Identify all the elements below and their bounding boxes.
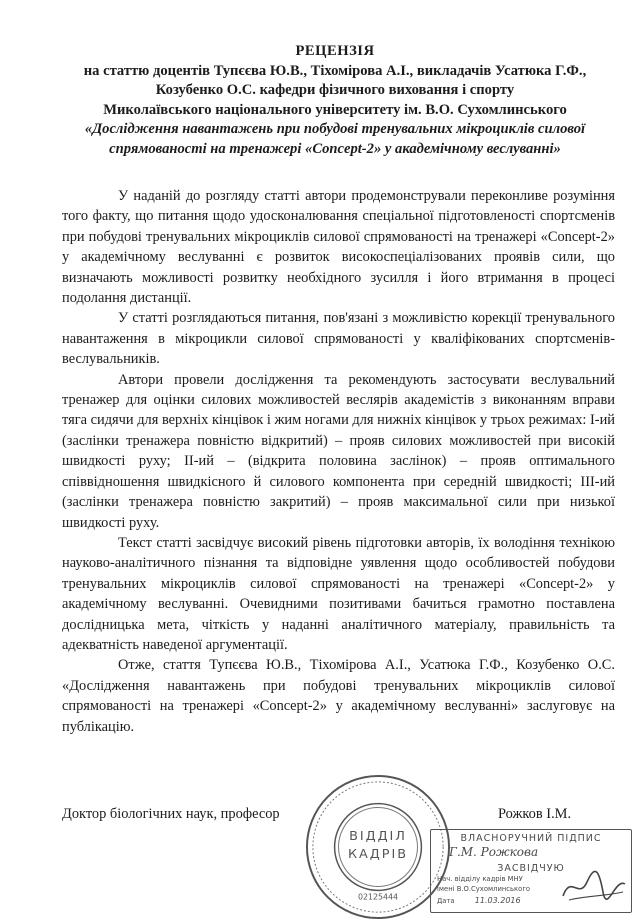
signatory-name: Рожков І.М.: [498, 806, 572, 822]
article-title-line: «Дослідження навантажень при побудові тренувальних мікроциклів силової: [84, 121, 586, 137]
stamp-date: 11.03.2016: [474, 896, 521, 905]
stamp-certify: ЗАСВІДЧУЮ: [497, 863, 565, 874]
paragraph: Автори провели дослідження та рекомендують застосувати веслувальний тренажер для оцінки силових можливостей веслярів академістів з виконанням вправи тяга сидячи для верхніх кінцівок і жим ногами для нижніх кінцівок у трьох режимах: І-ий (заслінки тренажера повністю відкритий) – прояв силових можливостей при високій швидкості руху; ІІ-ий – (відкрита половина заслінок) – прояв оптимального співвідношення швидкісного й силового компонента при середній швидкості; ІІІ-ий (заслінки тренажера повністю закритий) – прояв максимальної сили при низької швидкості руху.: [62, 371, 615, 531]
heading-line: Миколаївського національного університету ім. В.О. Сухомлинського: [103, 101, 567, 118]
heading-line: на статтю доцентів Тупєєва Ю.В., Тіхомірова А.І., викладачів Усатюка Г.Ф.,: [83, 62, 587, 79]
stamp-line: імені В.О.Сухомлинського: [437, 885, 531, 893]
seal-text: КАДРІВ: [347, 846, 409, 862]
paragraph: Отже, стаття Тупєєва Ю.В., Тіхомірова А.І., Усатюка Г.Ф., Козубенко О.С. «Дослідження навантажень при побудові тренувальних мікроциклів силової спрямованості на тренажері «Concept-2» у академічному веслуванні» заслуговує на публікацію.: [62, 657, 615, 735]
seal-number: 02125444: [357, 892, 399, 902]
heading-line: Козубенко О.С. кафедри фізичного виховання і спорту: [155, 82, 515, 98]
review-body: [62, 186, 615, 737]
stamp-line: Нач. відділу кадрів МНУ: [437, 875, 523, 883]
stamp-signed-name: Г.М. Рожкова: [449, 845, 539, 859]
seal-text: ВІДДІЛ: [349, 829, 407, 845]
stamp-header: ВЛАСНОРУЧНИЙ ПІДПИС: [460, 833, 602, 844]
paragraph: Текст статті засвідчує високий рівень підготовки авторів, їх володіння технікою науково-аналітичного пізнання та відповідне уявлення щодо особливостей побудови тренувальних мікроциклів силової спрямованості на тренажері «Concept-2» у академічному веслуванні. Очевидними позитивами бачиться грамотно поставлена дослідницька мета, чіткість у наданні аналітичного матеріалу, правильність та адекватність наведеної аргументації.: [62, 534, 615, 653]
paragraph: У статті розглядаються питання, пов'язані з можливістю корекції тренувального навантаження в мікроцикли силової спрямованості у кваліфікованих спортсменів-веслувальників.: [62, 310, 615, 368]
document-title: РЕЦЕНЗІЯ: [295, 43, 375, 59]
signatory-position: Доктор біологічних наук, професор: [62, 806, 280, 822]
handwritten-signature-icon: [559, 866, 629, 906]
paragraph: У наданій до розгляду статті автори продемонстрували переконливе розуміння того факту, що питання щодо удосконалювання спеціальної підготовленості спортсменів при побудові тренувальних мікроциклів силової спрямованості на тренажері «Concept-2» у академічному веслуванні є розвиток високоспеціалізованих проявів сили, що визначають можливості розвитку необхідного зусилля і його втримання в процесі подолання дистанції.: [62, 188, 615, 307]
stamp-date-row: [437, 896, 521, 905]
certification-stamp: [430, 829, 632, 913]
stamp-date-label: Дата: [437, 897, 455, 905]
article-title-line: спрямованості на тренажері «Concept-2» у академічному веслуванні»: [109, 140, 561, 157]
document-heading: [40, 42, 630, 159]
